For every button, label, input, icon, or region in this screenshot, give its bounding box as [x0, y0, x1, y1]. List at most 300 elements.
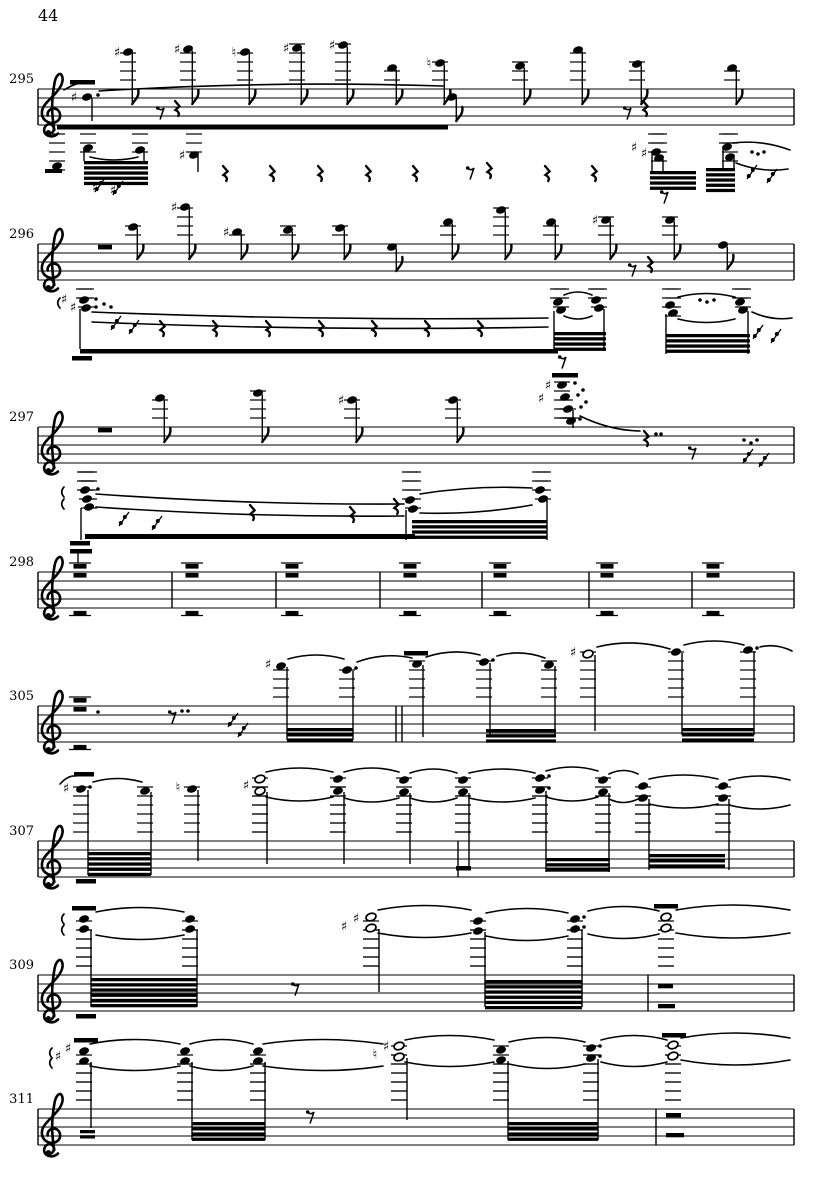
beam: [706, 184, 735, 187]
eighth-rest: [625, 108, 631, 119]
multimeasure-rest: [286, 611, 299, 616]
arpeggio-squiggle: [58, 298, 60, 308]
path: [44, 1144, 58, 1156]
beam-block: [658, 1004, 675, 1008]
beam: [508, 1138, 598, 1141]
path: [44, 462, 58, 474]
note-head: [585, 1043, 597, 1053]
quarter-rest: [648, 257, 653, 272]
eighth-flag: [164, 428, 170, 442]
path: [44, 741, 58, 753]
augmentation-dot: [547, 774, 551, 778]
tie: [684, 641, 744, 645]
beam: [554, 342, 606, 345]
tie: [266, 768, 333, 772]
augmentation-dot: [584, 400, 588, 404]
arpeggio-squiggle: [50, 1058, 52, 1068]
multimeasure-rest: [601, 564, 614, 569]
beam-block: [70, 541, 90, 546]
augmentation-dot: [96, 487, 100, 491]
beam: [192, 1122, 265, 1125]
note-head: [75, 784, 87, 794]
note-head: [534, 773, 546, 783]
tie: [426, 652, 480, 657]
tie: [405, 1062, 494, 1067]
sharp-icon: ♯: [537, 391, 545, 407]
beam: [649, 859, 725, 862]
arpeggio-squiggle: [62, 925, 64, 935]
augmentation-dot: [576, 393, 580, 397]
eighth-rest: [158, 108, 164, 119]
beam: [666, 350, 750, 353]
beam: [486, 729, 556, 732]
whole-rest: [98, 245, 112, 250]
path: [42, 1094, 63, 1150]
eighth-flag: [192, 90, 198, 104]
system-309: [9, 904, 794, 1022]
system-305: [9, 641, 794, 753]
note-head: [80, 303, 92, 313]
sharp-icon: ♯: [282, 41, 290, 57]
treble-clef-icon: [46, 613, 51, 618]
beam: [485, 1006, 582, 1009]
quarter-rest: [318, 166, 323, 181]
multimeasure-rest: [707, 564, 720, 569]
tie: [486, 936, 568, 941]
grace-note: [242, 726, 246, 730]
multimeasure-rest: [707, 611, 720, 616]
beam: [706, 178, 735, 181]
note-head: [637, 793, 649, 803]
beam-block: [662, 1033, 686, 1038]
sharp-icon: ♯: [352, 911, 360, 927]
sharp-icon: ♯: [109, 183, 117, 199]
augmentation-dot: [96, 710, 100, 714]
tie: [729, 805, 790, 809]
quarter-rest: [350, 507, 355, 522]
eighth-flag: [456, 107, 462, 121]
open-note-head: [667, 1051, 679, 1061]
quarter-rest: [270, 166, 275, 181]
arpeggio-squiggle: [62, 487, 64, 497]
beam: [554, 348, 606, 351]
tie: [405, 1036, 494, 1041]
beam: [412, 520, 547, 523]
arpeggio-squiggle: [62, 914, 64, 924]
beam: [546, 868, 610, 871]
beam: [412, 536, 547, 539]
beam: [91, 1004, 197, 1007]
measure-number: 297: [9, 410, 34, 425]
grace-note: [152, 525, 156, 529]
tie: [580, 416, 640, 431]
quarter-rest: [394, 499, 399, 514]
grace-note: [763, 456, 767, 460]
eighth-flag: [582, 90, 588, 104]
sharp-icon: ♯: [242, 778, 250, 794]
path: [44, 607, 58, 619]
treble-clef-icon: [46, 1016, 51, 1021]
arpeggio-squiggle: [62, 499, 64, 509]
note-head: [78, 924, 90, 934]
eighth-rest: [468, 168, 474, 179]
treble-clef-icon: [42, 557, 63, 619]
tie: [509, 1038, 585, 1043]
tie: [546, 797, 598, 801]
tie: [681, 1033, 790, 1038]
eighth-flag: [137, 245, 143, 259]
grace-note: [117, 184, 121, 188]
grace-note: [228, 722, 232, 726]
augmentation-dot: [749, 441, 753, 445]
sharp-icon: ♯: [222, 225, 230, 241]
note-head: [186, 784, 198, 794]
eighth-flag: [505, 245, 511, 259]
tie: [597, 643, 670, 649]
sharp-icon: ♯: [62, 781, 70, 797]
tie: [649, 775, 718, 779]
augmentation-dot: [491, 658, 495, 662]
grace-note: [156, 519, 160, 523]
beam: [287, 738, 353, 741]
beam: [192, 1138, 265, 1141]
beam: [486, 734, 556, 737]
beam: [666, 334, 750, 337]
tie: [420, 505, 532, 513]
augmentation-dot: [582, 925, 586, 929]
note-head: [332, 774, 344, 784]
note-head: [569, 924, 581, 934]
beam: [80, 1135, 95, 1138]
note-head: [590, 295, 602, 305]
tie: [497, 653, 545, 658]
whole-rest: [98, 428, 112, 433]
tie: [378, 906, 471, 911]
grace-note: [757, 328, 761, 332]
augmentation-dot: [582, 915, 586, 919]
beam-block: [76, 1014, 96, 1019]
tie: [609, 771, 638, 775]
beam: [84, 166, 148, 169]
sharp-icon: ♯: [544, 378, 552, 394]
multimeasure-rest: [404, 611, 417, 616]
beam-block: [76, 879, 96, 884]
measure-number: 307: [9, 824, 34, 839]
multimeasure-rest: [601, 573, 614, 578]
eighth-flag: [249, 90, 255, 104]
multimeasure-rest: [601, 611, 614, 616]
beam-block: [85, 534, 415, 539]
tie: [410, 769, 457, 773]
treble-clef-icon: [42, 826, 63, 888]
multimeasure-rest: [74, 745, 87, 750]
eighth-flag: [610, 245, 616, 259]
sharp-icon: ♯: [569, 645, 577, 661]
augmentation-dot: [573, 381, 577, 385]
beam: [650, 181, 696, 184]
quarter-rest: [413, 166, 418, 181]
tie: [588, 907, 659, 912]
tie: [96, 494, 404, 504]
treble-clef-icon: [42, 1094, 63, 1156]
note-head: [457, 775, 469, 785]
augmentation-dot: [354, 666, 358, 670]
system-307: [9, 767, 794, 888]
beam-block: [552, 373, 578, 378]
beam: [84, 177, 148, 180]
grace-note: [238, 732, 242, 736]
eighth-flag: [301, 90, 307, 104]
tie: [760, 646, 792, 651]
eighth-flag: [189, 245, 195, 259]
beam: [88, 852, 151, 855]
tie: [509, 1064, 585, 1069]
multimeasure-rest: [286, 573, 299, 578]
note-head: [742, 645, 754, 655]
system-298: [9, 549, 794, 619]
grace-note: [753, 334, 757, 338]
multimeasure-rest: [74, 611, 87, 616]
augmentation-dot: [109, 305, 113, 309]
beam: [682, 728, 754, 731]
beam-block: [45, 169, 62, 173]
beam: [287, 733, 353, 736]
quarter-rest: [372, 321, 377, 336]
multimeasure-rest: [186, 611, 199, 616]
tie: [733, 142, 790, 150]
multimeasure-rest: [404, 573, 417, 578]
tie: [190, 1066, 253, 1071]
open-note-head: [660, 923, 672, 933]
beam: [88, 868, 151, 871]
augmentation-dot: [96, 93, 100, 97]
tie: [92, 312, 548, 319]
sharp-icon: ♯: [70, 90, 78, 106]
beam: [650, 187, 696, 190]
beam: [682, 733, 754, 736]
eighth-flag: [356, 428, 362, 442]
grace-note: [111, 325, 115, 329]
sharp-icon: ♯: [264, 657, 272, 673]
grace-note: [747, 452, 751, 456]
multimeasure-rest: [74, 707, 87, 712]
note-head: [81, 92, 93, 102]
beam: [706, 189, 735, 192]
beam-block: [654, 904, 678, 909]
tie: [601, 1062, 667, 1067]
beam-block: [80, 349, 558, 354]
sharp-icon: ♯: [113, 45, 121, 61]
note-head: [341, 665, 353, 675]
tie: [90, 1066, 180, 1071]
path: [42, 960, 63, 1016]
open-note-head: [667, 1040, 679, 1050]
treble-clef-icon: [46, 468, 51, 473]
tie: [263, 1040, 383, 1045]
multimeasure-rest: [494, 564, 507, 569]
tie: [357, 656, 412, 662]
eighth-flag: [555, 245, 561, 259]
augmentation-dot: [755, 438, 759, 442]
note-head: [664, 300, 676, 310]
note-head: [398, 775, 410, 785]
tie: [609, 799, 638, 803]
eighth-flag: [241, 245, 247, 259]
sharp-icon: ♯: [60, 292, 68, 308]
beam: [80, 1130, 95, 1133]
eighth-rest: [662, 192, 668, 203]
path: [42, 826, 63, 882]
eighth-flag: [132, 90, 138, 104]
treble-clef-icon: [42, 412, 63, 474]
grace-note: [232, 716, 236, 720]
sharp-icon: ♯: [340, 919, 348, 935]
note-head: [404, 495, 416, 505]
tie: [564, 292, 592, 295]
augmentation-dot: [705, 300, 709, 304]
multimeasure-rest: [404, 564, 417, 569]
tie: [681, 1060, 790, 1065]
natural-icon: ♮: [426, 56, 432, 72]
eighth-flag: [736, 90, 742, 104]
eighth-rest: [170, 712, 176, 723]
grace-note: [123, 515, 127, 519]
note-head: [184, 914, 196, 924]
tie: [588, 934, 659, 939]
quarter-rest: [545, 166, 550, 181]
grace-note: [759, 462, 763, 466]
arpeggio-squiggle: [50, 1048, 52, 1058]
grace-note: [99, 181, 103, 185]
multimeasure-rest: [707, 573, 720, 578]
beam-block: [72, 906, 96, 911]
sharp-icon: ♯: [337, 393, 345, 409]
sharp-icon: ♯: [54, 1049, 62, 1065]
path: [44, 1010, 58, 1022]
treble-clef-icon: [46, 747, 51, 752]
eighth-flag: [452, 245, 458, 259]
augmentation-dot: [581, 388, 585, 392]
tie: [546, 767, 598, 771]
note-head: [717, 793, 729, 803]
beam: [706, 168, 735, 171]
sharp-icon: ♯: [170, 200, 178, 216]
note-head: [83, 502, 95, 512]
quarter-rest: [250, 505, 255, 520]
multimeasure-rest: [74, 698, 87, 703]
augmentation-dot: [88, 785, 92, 789]
beam: [486, 739, 556, 742]
treble-clef-icon: [46, 882, 51, 887]
beam: [88, 862, 151, 865]
augmentation-dot: [94, 305, 98, 309]
note-head: [407, 504, 419, 514]
tie: [99, 84, 443, 91]
beam: [485, 980, 582, 983]
tie: [564, 316, 592, 319]
augmentation-dot: [659, 432, 663, 436]
open-note-head: [254, 774, 266, 784]
sharp-icon: ♯: [591, 213, 599, 229]
note-head: [597, 775, 609, 785]
tie: [344, 798, 399, 802]
system-297: [9, 373, 794, 546]
quarter-rest: [644, 431, 649, 446]
treble-clef-icon: [46, 1150, 51, 1155]
grace-note: [119, 521, 123, 525]
augmentation-dot: [102, 302, 106, 306]
beam: [412, 525, 547, 528]
path: [44, 279, 58, 291]
grace-note: [771, 338, 775, 342]
quarter-rest: [425, 321, 430, 336]
note-head: [670, 647, 682, 657]
note-head: [593, 303, 605, 313]
path: [42, 691, 63, 747]
quarter-rest: [223, 166, 228, 181]
beam: [91, 999, 197, 1002]
beam: [650, 171, 696, 174]
beam-block: [70, 549, 92, 554]
tie: [649, 804, 718, 808]
quarter-rest: [478, 321, 483, 336]
beam: [84, 161, 148, 164]
beam: [649, 854, 725, 857]
beam: [91, 978, 197, 981]
measure-number: 295: [9, 72, 34, 87]
sharp-icon: ♯: [91, 180, 99, 196]
path: [42, 74, 63, 130]
multimeasure-rest: [286, 564, 299, 569]
tie: [190, 1040, 253, 1045]
beam-block: [404, 651, 428, 656]
eighth-flag: [262, 428, 268, 442]
tie: [344, 768, 399, 772]
tie: [736, 163, 788, 170]
grace-note: [743, 458, 747, 462]
beam: [666, 339, 750, 342]
system-311: [9, 1033, 794, 1156]
grace-note: [129, 329, 133, 333]
quarter-rest: [266, 321, 271, 336]
beam: [84, 171, 148, 174]
note-head: [478, 657, 490, 667]
beam: [546, 863, 610, 866]
quarter-rest: [175, 101, 180, 116]
open-note-head: [582, 649, 594, 659]
tie: [96, 935, 184, 940]
beam-block: [74, 772, 94, 777]
grace-note: [751, 168, 755, 172]
beam: [485, 985, 582, 988]
beam: [485, 990, 582, 993]
beam: [485, 996, 582, 999]
beam: [192, 1132, 265, 1135]
grace-note: [775, 332, 779, 336]
beam: [666, 344, 750, 347]
quarter-rest: [319, 321, 324, 336]
tie: [266, 797, 333, 801]
multimeasure-rest: [494, 573, 507, 578]
note-head: [184, 924, 196, 934]
note-head: [78, 914, 90, 924]
sharp-icon: ♯: [640, 146, 648, 162]
multimeasure-rest: [74, 573, 87, 578]
augmentation-dot: [186, 709, 190, 713]
open-note-head: [393, 1041, 405, 1051]
quarter-rest: [366, 166, 371, 181]
open-note-head: [365, 923, 377, 933]
